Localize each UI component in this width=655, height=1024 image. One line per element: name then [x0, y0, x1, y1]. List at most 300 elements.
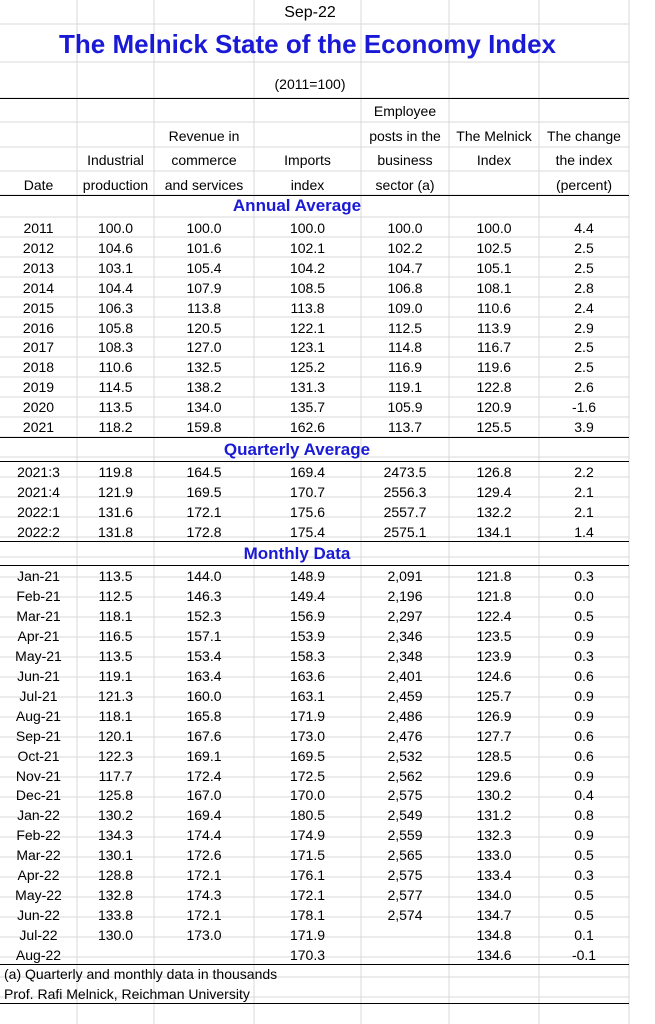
row-value-cell: 2.5 [574, 359, 594, 376]
row-value-cell: 114.8 [388, 339, 422, 356]
row-value-cell: 169.1 [186, 747, 222, 764]
row-value-cell: 102.2 [387, 239, 423, 256]
row-value-cell: 172.5 [289, 767, 326, 784]
row-value-cell: 158.3 [289, 647, 326, 664]
column-header-text: posts in the [369, 127, 441, 144]
row-value-cell: -0.1 [571, 947, 597, 964]
row-value-cell: 2.5 [574, 239, 594, 256]
row-date-cell: Jul-22 [19, 927, 58, 944]
table-row [0, 606, 629, 626]
row-value-cell: 126.8 [476, 464, 512, 480]
table-row [0, 666, 629, 686]
header-top-rule [0, 98, 629, 99]
row-date-cell: May-22 [15, 887, 62, 904]
footer-rule [0, 1003, 629, 1004]
row-date-cell: 2011 [23, 220, 54, 236]
row-value-cell: 2,346 [387, 627, 423, 644]
row-value-cell: 116.5 [98, 627, 133, 644]
row-value-cell: 2,562 [387, 767, 423, 784]
row-value-cell: 119.1 [388, 379, 422, 396]
row-value-cell: 167.6 [186, 727, 222, 744]
row-value-cell: 169.4 [186, 807, 222, 824]
row-value-cell: 0.9 [574, 627, 594, 644]
row-value-cell: 2,549 [387, 807, 423, 824]
row-value-cell: 2,297 [387, 607, 423, 624]
row-value-cell: 171.5 [289, 847, 326, 864]
row-value-cell: 2.1 [574, 504, 594, 520]
row-value-cell: 118.2 [98, 419, 133, 435]
table-row [0, 865, 629, 885]
row-value-cell: 128.5 [476, 747, 512, 764]
row-value-cell: 100.0 [186, 220, 222, 236]
table-row [0, 502, 629, 522]
table-row [0, 417, 629, 437]
row-value-cell: 105.1 [476, 259, 512, 276]
row-date-cell: Sep-21 [15, 727, 62, 744]
row-date-cell: Jun-21 [17, 667, 60, 684]
table-row [0, 845, 629, 865]
table-row [0, 462, 629, 482]
row-value-cell: 2.5 [574, 339, 594, 356]
table-row [0, 482, 629, 502]
table-row [0, 586, 629, 606]
row-value-cell: 0.3 [574, 568, 594, 584]
row-value-cell: 163.4 [186, 667, 222, 684]
row-value-cell: 105.8 [97, 319, 134, 336]
row-date-cell: Apr-22 [17, 867, 60, 884]
row-value-cell: 103.1 [97, 259, 134, 276]
row-value-cell: 0.8 [574, 807, 594, 824]
column-header-text: Employee [373, 103, 437, 119]
row-value-cell: 131.3 [289, 379, 326, 396]
row-value-cell: 3.9 [574, 419, 594, 435]
row-value-cell: 119.8 [98, 464, 133, 480]
row-date-cell: 2012 [22, 239, 55, 256]
row-value-cell: 116.7 [477, 339, 511, 356]
row-value-cell: 2.2 [574, 464, 594, 480]
row-value-cell: 123.5 [476, 627, 512, 644]
row-value-cell: 132.3 [476, 827, 512, 844]
row-date-cell: Nov-21 [15, 767, 62, 784]
row-value-cell: 0.1 [574, 927, 594, 944]
row-value-cell: 118.1 [98, 607, 133, 624]
table-row [0, 318, 629, 338]
row-value-cell: 160.0 [186, 687, 222, 704]
row-value-cell: 132.2 [476, 504, 512, 520]
table-row [0, 885, 629, 905]
row-value-cell: 100.0 [387, 220, 423, 236]
row-value-cell: 113.5 [98, 647, 133, 664]
row-value-cell: 131.6 [97, 504, 134, 520]
table-row [0, 626, 629, 646]
table-row [0, 686, 629, 706]
row-value-cell: 109.0 [387, 299, 423, 316]
page-title: The Melnick State of the Economy Index [59, 29, 556, 59]
row-value-cell: 172.1 [289, 887, 326, 904]
row-value-cell: 2,559 [387, 827, 423, 844]
row-value-cell: 176.1 [289, 867, 326, 884]
row-value-cell: 135.7 [289, 399, 326, 416]
row-value-cell: 174.9 [289, 827, 326, 844]
row-value-cell: 104.6 [97, 239, 134, 256]
row-value-cell: 130.2 [97, 807, 134, 824]
row-value-cell: 125.8 [97, 787, 134, 804]
row-value-cell: 2,575 [387, 787, 423, 804]
column-header-text: index [290, 176, 325, 193]
row-date-cell: 2021:4 [17, 484, 60, 500]
row-value-cell: 127.7 [476, 727, 512, 744]
table-row [0, 566, 629, 586]
row-value-cell: 106.3 [97, 299, 134, 316]
row-date-cell: Mar-22 [16, 847, 61, 864]
row-value-cell: 125.5 [476, 419, 512, 435]
column-header-text: commerce [171, 152, 237, 168]
row-value-cell: 2,577 [387, 887, 423, 904]
row-value-cell: 2.1 [574, 484, 594, 500]
column-header-text: the index [555, 152, 613, 168]
row-value-cell: 153.4 [186, 647, 222, 664]
row-value-cell: 175.4 [289, 524, 326, 540]
row-value-cell: 2.4 [574, 299, 594, 316]
row-value-cell: 0.5 [574, 907, 594, 924]
annual-bottom-rule [0, 437, 629, 438]
row-date-cell: Aug-22 [15, 947, 62, 964]
row-date-cell: 2016 [22, 319, 55, 336]
row-value-cell: 2.6 [574, 379, 594, 396]
row-value-cell: 123.9 [476, 647, 512, 664]
table-row [0, 746, 629, 766]
row-value-cell: 170.7 [289, 484, 326, 500]
row-value-cell: 2.9 [574, 319, 594, 336]
row-date-cell: Mar-21 [16, 607, 61, 624]
row-value-cell: 105.4 [186, 259, 222, 276]
row-value-cell: 123.1 [289, 339, 326, 356]
row-value-cell: 126.9 [476, 707, 512, 724]
row-value-cell: 104.7 [387, 259, 423, 276]
row-value-cell: 133.4 [476, 867, 512, 884]
table-row [0, 805, 629, 825]
row-value-cell: 131.8 [97, 524, 134, 540]
row-value-cell: 134.7 [476, 907, 512, 924]
row-value-cell: 146.3 [186, 587, 222, 604]
row-value-cell: 171.9 [289, 927, 326, 944]
table-row [0, 238, 629, 258]
row-value-cell: 102.5 [476, 239, 512, 256]
column-header-text: Index [476, 152, 512, 168]
row-date-cell: Apr-21 [17, 627, 60, 644]
row-value-cell: 131.2 [476, 807, 512, 824]
row-date-cell: Jul-21 [19, 687, 58, 704]
row-value-cell: 164.5 [186, 464, 222, 480]
row-value-cell: 108.5 [289, 279, 326, 296]
row-value-cell: 2473.5 [383, 464, 427, 480]
row-date-cell: Dec-21 [15, 787, 62, 804]
row-value-cell: 113.5 [98, 399, 133, 416]
row-value-cell: 0.6 [574, 727, 594, 744]
row-date-cell: 2014 [22, 279, 55, 296]
table-row [0, 925, 629, 945]
row-value-cell: 172.1 [186, 907, 222, 924]
row-value-cell: 174.4 [186, 827, 222, 844]
row-value-cell: 127.0 [186, 339, 222, 356]
row-value-cell: 116.9 [388, 359, 422, 376]
row-value-cell: 2,348 [387, 647, 423, 664]
row-value-cell: 134.3 [97, 827, 134, 844]
row-value-cell: 122.1 [289, 319, 326, 336]
row-value-cell: 173.0 [186, 927, 222, 944]
row-value-cell: 172.1 [186, 867, 222, 884]
table-row [0, 766, 629, 786]
row-value-cell: 180.5 [289, 807, 326, 824]
column-header-text: sector (a) [375, 176, 435, 193]
row-value-cell: 0.6 [574, 667, 594, 684]
row-value-cell: 2,196 [387, 587, 423, 604]
row-value-cell: 178.1 [289, 907, 326, 924]
row-value-cell: 125.7 [476, 687, 512, 704]
row-value-cell: 113.7 [388, 419, 422, 435]
row-date-cell: Jan-22 [17, 807, 60, 824]
row-value-cell: 174.3 [186, 887, 222, 904]
row-value-cell: 144.0 [186, 568, 222, 584]
row-date-cell: Feb-22 [16, 827, 61, 844]
row-value-cell: 121.9 [97, 484, 134, 500]
row-value-cell: 2,575 [387, 867, 423, 884]
row-value-cell: 2.8 [574, 279, 594, 296]
column-header-text: The change [547, 127, 621, 144]
row-value-cell: 172.8 [186, 524, 222, 540]
row-value-cell: 0.4 [574, 787, 594, 804]
row-value-cell: 0.5 [574, 847, 594, 864]
table-row [0, 905, 629, 925]
table-row [0, 357, 629, 377]
row-value-cell: 0.6 [574, 747, 594, 764]
row-value-cell: 0.9 [574, 707, 594, 724]
row-value-cell: 175.6 [289, 504, 326, 520]
row-date-cell: Aug-21 [15, 707, 62, 724]
table-row [0, 726, 629, 746]
row-value-cell: 114.5 [98, 379, 133, 396]
table-row [0, 646, 629, 666]
row-value-cell: 129.6 [476, 767, 512, 784]
row-date-cell: 2018 [22, 359, 55, 376]
row-date-cell: Jan-21 [17, 568, 60, 584]
table-row [0, 945, 629, 965]
column-header-text: (percent) [555, 176, 613, 193]
row-value-cell: 101.6 [186, 239, 222, 256]
row-value-cell: 124.6 [476, 667, 512, 684]
row-value-cell: 110.6 [98, 359, 133, 376]
row-date-cell: Jun-22 [17, 907, 60, 924]
row-date-cell: Feb-21 [16, 587, 61, 604]
row-value-cell: 130.2 [476, 787, 512, 804]
row-value-cell: 108.1 [476, 279, 512, 296]
row-value-cell: 138.2 [186, 379, 222, 396]
row-value-cell: 122.3 [97, 747, 134, 764]
row-date-cell: 2020 [22, 399, 55, 416]
row-value-cell: 128.8 [97, 867, 134, 884]
row-value-cell: 2,459 [387, 687, 423, 704]
row-date-cell: 2021:3 [17, 464, 60, 480]
row-value-cell: 0.0 [574, 587, 594, 604]
row-value-cell: 134.0 [476, 887, 512, 904]
row-date-cell: 2022:2 [17, 524, 60, 540]
author-credit: Prof. Rafi Melnick, Reichman University [4, 986, 250, 1002]
row-value-cell: 122.4 [476, 607, 512, 624]
row-value-cell: 104.2 [289, 259, 326, 276]
row-value-cell: 2,486 [387, 707, 423, 724]
row-value-cell: 162.6 [289, 419, 326, 435]
column-header-text: The Melnick [456, 127, 532, 144]
row-value-cell: 121.3 [97, 687, 134, 704]
row-value-cell: 100.0 [97, 220, 134, 236]
row-value-cell: 170.3 [289, 947, 326, 964]
row-value-cell: 112.5 [388, 319, 422, 336]
row-value-cell: 1.4 [574, 524, 594, 540]
row-value-cell: 122.8 [476, 379, 512, 396]
row-value-cell: 130.1 [97, 847, 134, 864]
column-header-text: Imports [284, 152, 331, 168]
table-row [0, 785, 629, 805]
table-row [0, 278, 629, 298]
row-date-cell: Oct-21 [17, 747, 60, 764]
row-value-cell: 148.9 [289, 568, 326, 584]
row-value-cell: 159.8 [186, 419, 222, 435]
row-date-cell: 2021 [22, 419, 55, 435]
report-date: Sep-22 [284, 4, 336, 21]
row-value-cell: 113.5 [98, 568, 133, 584]
column-header-text: production [82, 176, 149, 193]
row-value-cell: 107.9 [186, 279, 222, 296]
row-value-cell: 2,574 [387, 907, 423, 924]
row-value-cell: 133.0 [476, 847, 512, 864]
table-row [0, 397, 629, 417]
row-value-cell: 134.0 [186, 399, 222, 416]
row-value-cell: -1.6 [571, 399, 597, 416]
row-value-cell: 163.6 [289, 667, 326, 684]
row-value-cell: 134.6 [476, 947, 512, 964]
row-value-cell: 0.9 [574, 827, 594, 844]
table-row [0, 337, 629, 357]
row-value-cell: 157.1 [186, 627, 222, 644]
row-value-cell: 172.6 [186, 847, 222, 864]
row-value-cell: 113.8 [187, 299, 221, 316]
table-row [0, 298, 629, 318]
row-value-cell: 102.1 [289, 239, 326, 256]
row-value-cell: 0.5 [574, 607, 594, 624]
row-value-cell: 152.3 [186, 607, 222, 624]
table-row [0, 377, 629, 397]
base-year-note: (2011=100) [274, 76, 346, 92]
row-value-cell: 170.0 [289, 787, 326, 804]
row-value-cell: 167.0 [186, 787, 222, 804]
quarterly-bottom-rule [0, 541, 629, 542]
row-value-cell: 172.4 [186, 767, 222, 784]
row-value-cell: 104.4 [97, 279, 134, 296]
table-row [0, 522, 629, 542]
row-value-cell: 165.8 [186, 707, 222, 724]
section-monthly-data: Monthly Data [243, 544, 351, 563]
row-value-cell: 2575.1 [383, 524, 427, 540]
row-value-cell: 171.9 [289, 707, 326, 724]
row-date-cell: 2017 [22, 339, 55, 356]
row-value-cell: 112.5 [98, 587, 133, 604]
column-header-text: business [377, 152, 433, 168]
row-value-cell: 108.3 [97, 339, 134, 356]
row-value-cell: 169.5 [289, 747, 326, 764]
row-value-cell: 0.9 [574, 767, 594, 784]
row-value-cell: 169.4 [289, 464, 326, 480]
row-value-cell: 118.1 [98, 707, 133, 724]
section-quarterly-average: Quarterly Average [223, 440, 371, 459]
row-value-cell: 149.4 [289, 587, 326, 604]
row-value-cell: 2.5 [574, 259, 594, 276]
row-value-cell: 173.0 [289, 727, 326, 744]
row-value-cell: 2,532 [387, 747, 423, 764]
row-value-cell: 134.8 [476, 927, 512, 944]
column-header-text: Revenue in [168, 127, 240, 144]
row-value-cell: 121.8 [476, 587, 512, 604]
row-value-cell: 120.1 [97, 727, 134, 744]
table-row [0, 218, 629, 238]
row-date-cell: 2013 [22, 259, 55, 276]
row-value-cell: 4.4 [574, 220, 594, 236]
row-date-cell: May-21 [15, 647, 62, 664]
row-value-cell: 156.9 [289, 607, 326, 624]
row-value-cell: 2,565 [387, 847, 423, 864]
row-value-cell: 133.8 [97, 907, 134, 924]
row-value-cell: 120.5 [186, 319, 222, 336]
column-header-text: Date [23, 176, 54, 193]
row-value-cell: 2,476 [387, 727, 423, 744]
row-value-cell: 117.7 [98, 767, 133, 784]
row-value-cell: 113.8 [290, 299, 325, 316]
table-row [0, 258, 629, 278]
row-value-cell: 0.3 [574, 867, 594, 884]
row-value-cell: 153.9 [289, 627, 326, 644]
row-value-cell: 120.9 [476, 399, 512, 416]
column-header-text: and services [164, 176, 244, 193]
row-value-cell: 100.0 [476, 220, 512, 236]
row-value-cell: 119.1 [98, 667, 133, 684]
row-value-cell: 105.9 [387, 399, 423, 416]
footnote-a: (a) Quarterly and monthly data in thousands [4, 966, 278, 982]
row-value-cell: 2557.7 [383, 504, 427, 520]
row-value-cell: 110.6 [477, 299, 511, 316]
row-date-cell: 2019 [22, 379, 55, 396]
table-row [0, 825, 629, 845]
row-date-cell: 2022:1 [17, 504, 60, 520]
row-value-cell: 113.9 [477, 319, 511, 336]
row-value-cell: 163.1 [289, 687, 326, 704]
row-value-cell: 2,091 [387, 568, 423, 584]
table-row [0, 706, 629, 726]
row-value-cell: 132.8 [97, 887, 134, 904]
row-value-cell: 172.1 [186, 504, 222, 520]
row-value-cell: 2556.3 [383, 484, 427, 500]
row-value-cell: 0.9 [574, 687, 594, 704]
row-value-cell: 100.0 [289, 220, 326, 236]
column-header-text: Industrial [87, 152, 144, 168]
row-value-cell: 132.5 [186, 359, 222, 376]
row-value-cell: 119.6 [477, 359, 511, 376]
row-date-cell: 2015 [22, 299, 55, 316]
row-value-cell: 0.5 [574, 887, 594, 904]
row-value-cell: 134.1 [476, 524, 512, 540]
row-value-cell: 169.5 [186, 484, 222, 500]
section-annual-average: Annual Average [232, 196, 362, 215]
row-value-cell: 2,401 [387, 667, 423, 684]
row-value-cell: 0.3 [574, 647, 594, 664]
